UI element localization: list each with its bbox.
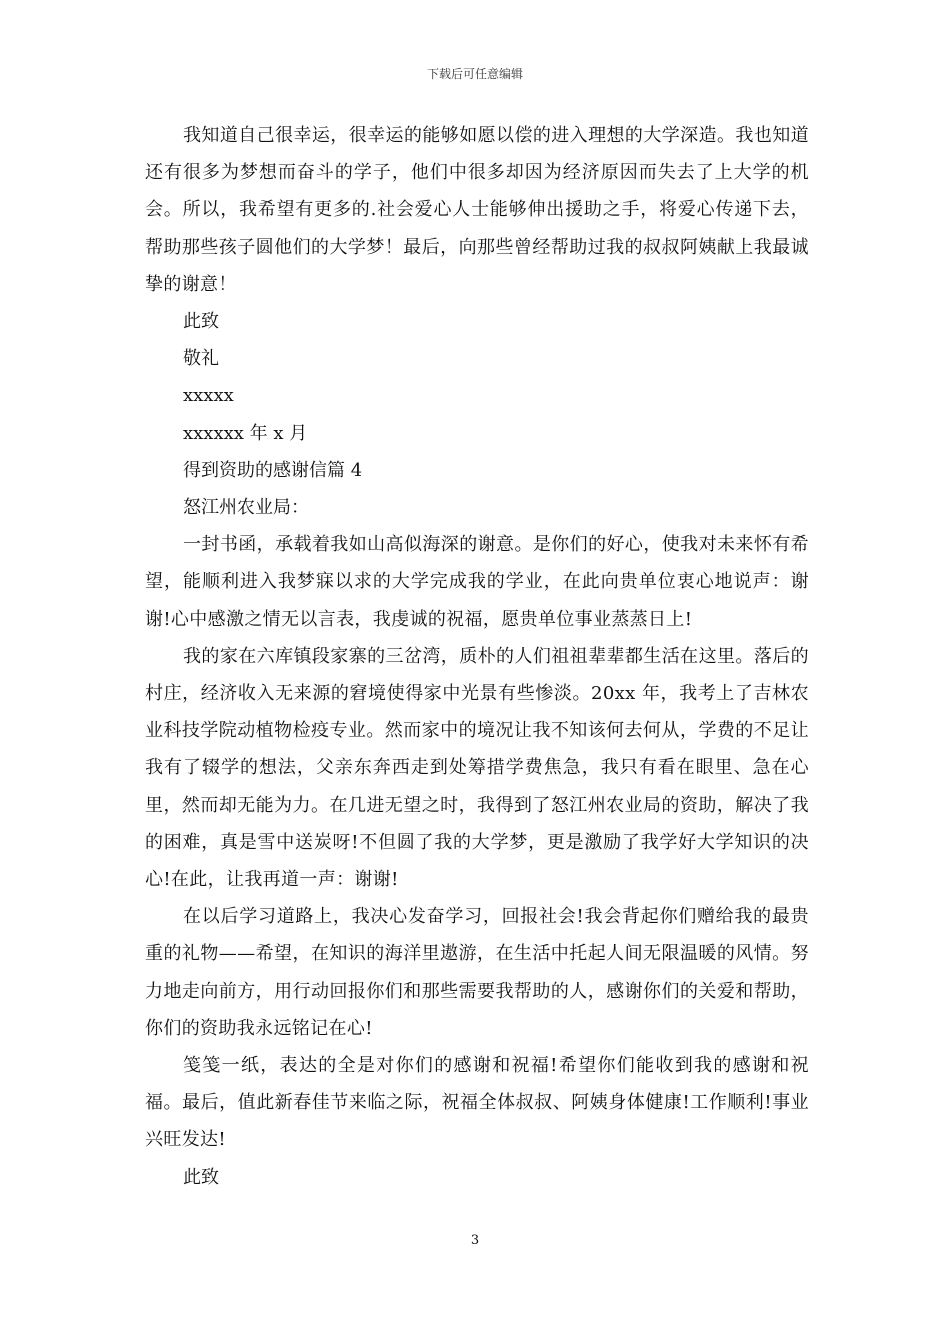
page-header: 下载后可任意编辑	[426, 67, 523, 81]
section-title: 得到资助的感谢信篇 4	[183, 459, 363, 481]
closing-salutation-2: 此致	[183, 1166, 219, 1188]
closing-salutation: 此致	[183, 311, 219, 333]
page-number: 3	[470, 1233, 480, 1248]
paragraph-blessing: 笺笺一纸，表达的全是对你们的感谢和祝福!希望你们能收到我的感谢和祝福。最后，值此新春佳节来临之际，祝福全体叔叔、阿姨身体健康!工作顺利!事业兴旺发达!	[145, 1055, 809, 1151]
closing-respect: 敬礼	[183, 348, 219, 370]
paragraph-future-resolve: 在以后学习道路上，我决心发奋学习，回报社会!我会背起你们赠给我的最贵重的礼物——希望，在知识的海洋里遨游，在生活中托起人间无限温暖的风情。努力地走向前方，用行动回报你们和那些需要我帮助的人，感谢你们的关爱和帮助，你们的资助我永远铭记在心!	[145, 906, 809, 1039]
letter-date: xxxxxx 年 x 月	[183, 422, 308, 444]
paragraph-family-background: 我的家在六库镇段家寨的三岔湾，质朴的人们祖祖辈辈都生活在这里。落后的村庄，经济收入无来源的窘境使得家中光景有些惨淡。20xx 年，我考上了吉林农业科技学院动植物检疫专业。然而家中的境况让我不知该何去何从，学费的不足让我有了辍学的想法，父亲东奔西走到处筹措学费焦急，我只有看在眼里、急在心里，然而却无能为力。在几进无望之时，我得到了怒江州农业局的资助，解决了我的困难，真是雪中送炭呀!不但圆了我的大学梦，更是激励了我学好大学知识的决心!在此，让我再道一声：谢谢!	[145, 645, 809, 891]
paragraph-thanks-intro: 一封书函，承载着我如山高似海深的谢意。是你们的好心，使我对未来怀有希望，能顺利进入我梦寐以求的大学完成我的学业，在此向贵单位衷心地说声：谢谢!心中感激之情无以言表，我虔诚的祝福，愿贵单位事业蒸蒸日上!	[145, 534, 809, 630]
letter-recipient: 怒江州农业局：	[183, 497, 309, 519]
paragraph-gratitude-closing: 我知道自己很幸运，很幸运的能够如愿以偿的进入理想的大学深造。我也知道还有很多为梦想而奋斗的学子，他们中很多却因为经济原因而失去了上大学的机会。所以，我希望有更多的.社会爱心人士能够伸出援助之手，将爱心传递下去，帮助那些孩子圆他们的大学梦！最后，向那些曾经帮助过我的叔叔阿姨献上我最诚挚的谢意！	[145, 125, 809, 295]
signature: xxxxx	[183, 385, 234, 407]
document-body	[145, 117, 809, 1196]
